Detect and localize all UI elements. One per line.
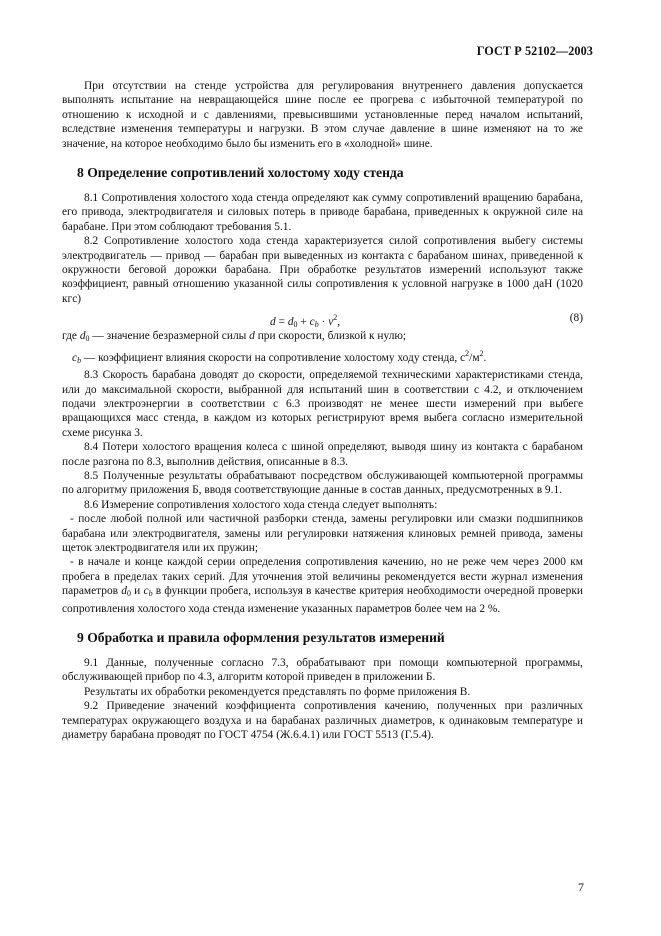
formula-8 [62, 310, 583, 328]
clause-9-1-note: Результаты их обработки рекомендуется представлять по форме приложения В. [84, 685, 471, 698]
clause-8-6-item-1: - после любой полной или частичной разборки стенда, замены регулировки или смазки подшипников барабана или электродвигателя, замены или регулировки натяжения клиновых ремней привода, замены щеток электродвигателя или их пружин; [62, 513, 583, 554]
clause-8-5: 8.5 Полученные результаты обрабатывают посредством обслуживающей компьютерной программы по алгоритму приложения Б, вводя соответствующие данные в состав данных, предусмотренных в 9.1. [62, 469, 583, 497]
clause-8-3: 8.3 Скорость барабана доводят до скорости, определяемой техническими характеристиками стенда, или до максимальной скорости, выбранной для испытаний шин в соответствии с 4.2, и отключением подачи электроэнергии в соответствии с 6.3 производят не менее шести измерений при выбеге вращающихся масс стенда, в каждом из которых регистрируют время выбега согласно измерительной схеме рисунка 3. [62, 369, 583, 439]
clause-8-6-item-2: - в начале и конце каждой серии определения сопротивления качению, но не реже чем через 2000 км пробега в пределах таких серий. Для уточнения этой величины рекомендуется вести журнал изменения параметров $d_0$ и $c_b$ в функции пробега, используя в качестве критерия необходимости очередной проверки сопротивления холостого хода стенда изменение указанных параметров более чем на 2 %. [62, 556, 584, 615]
document-header: ГОСТ Р 52102—2003 [476, 44, 593, 58]
clause-9-1: 9.1 Данные, полученные согласно 7.3, обрабатывают при помощи компьютерной программы, обслуживающей прибор по 4.3, алгоритм которой приведен в приложении Б. [62, 657, 583, 684]
clause-8-6: 8.6 Измерение сопротивления холостого хода стенда следует выполнять: [84, 498, 438, 511]
clause-9-2: 9.2 Приведение значений коэффициента сопротивления качению, полученных при различных температурах окружающего воздуха и на барабанах различных диаметров, к одинаковым температуре и диаметру барабана проводят по ГОСТ 4754 (Ж.6.4.1) или ГОСТ 5513 (Г.5.4). [62, 700, 583, 742]
clause-8-2: 8.2 Сопротивление холостого хода стенда характеризуется силой сопротивления выбегу системы электродвигатель — привод — барабан при выведенных из контакта с барабаном шинах, приведенной к окружности беговой дорожки барабана. При обработке результатов измерений используют также коэффициент, равный отношению указанной силы сопротивления к условной нагрузке в 1000 даН (1020 кгс) [62, 235, 583, 305]
legend-cb: $c_b$ — коэффициент влияния скорости на сопротивление холостому ходу стенда, $с^2/м^2$. [72, 348, 487, 365]
formula-number: (8) [569, 312, 583, 325]
clause-8-4: 8.4 Потери холостого вращения колеса с шиной определяют, выводя шину из контакта с барабаном после разгона по 8.3, выполнив действия, описанные в 8.3. [62, 441, 583, 468]
legend-d0: где $d_0$ — значение безразмерной силы d при скорости, близкой к нулю; [62, 330, 407, 344]
section-9-heading: 9 Обработка и правила оформления результатов измерений [77, 630, 445, 645]
clause-8-1: 8.1 Сопротивления холостого хода стенда определяют как сумму сопротивлений вращению барабана, его привода, электродвигателя и силовых потерь в приводе барабана, приведенных к окружной силе на барабане. При этом соблюдают требования 5.1. [62, 192, 583, 233]
section-8-heading: 8 Определение сопротивлений холостому ходу стенда [77, 165, 404, 181]
page-number: 7 [578, 880, 584, 894]
document-body [62, 79, 583, 742]
intro-paragraph: При отсутствии на стенде устройства для регулирования внутреннего давления допускается выполнять испытание на невращающейся шине после ее прогрева с избыточной температурой по отношению к исходной и с давлениями, превысившими установленные перед началом испытаний, вследствие изменения температуры и нагрузки. В этом случае давление в шине изменяют на то же значение, на которое необходимо было бы изменить его в «холодной» шине. [62, 80, 583, 150]
formula-expression: $d = d_0 + c_b \cdot v^2$, [270, 313, 341, 330]
